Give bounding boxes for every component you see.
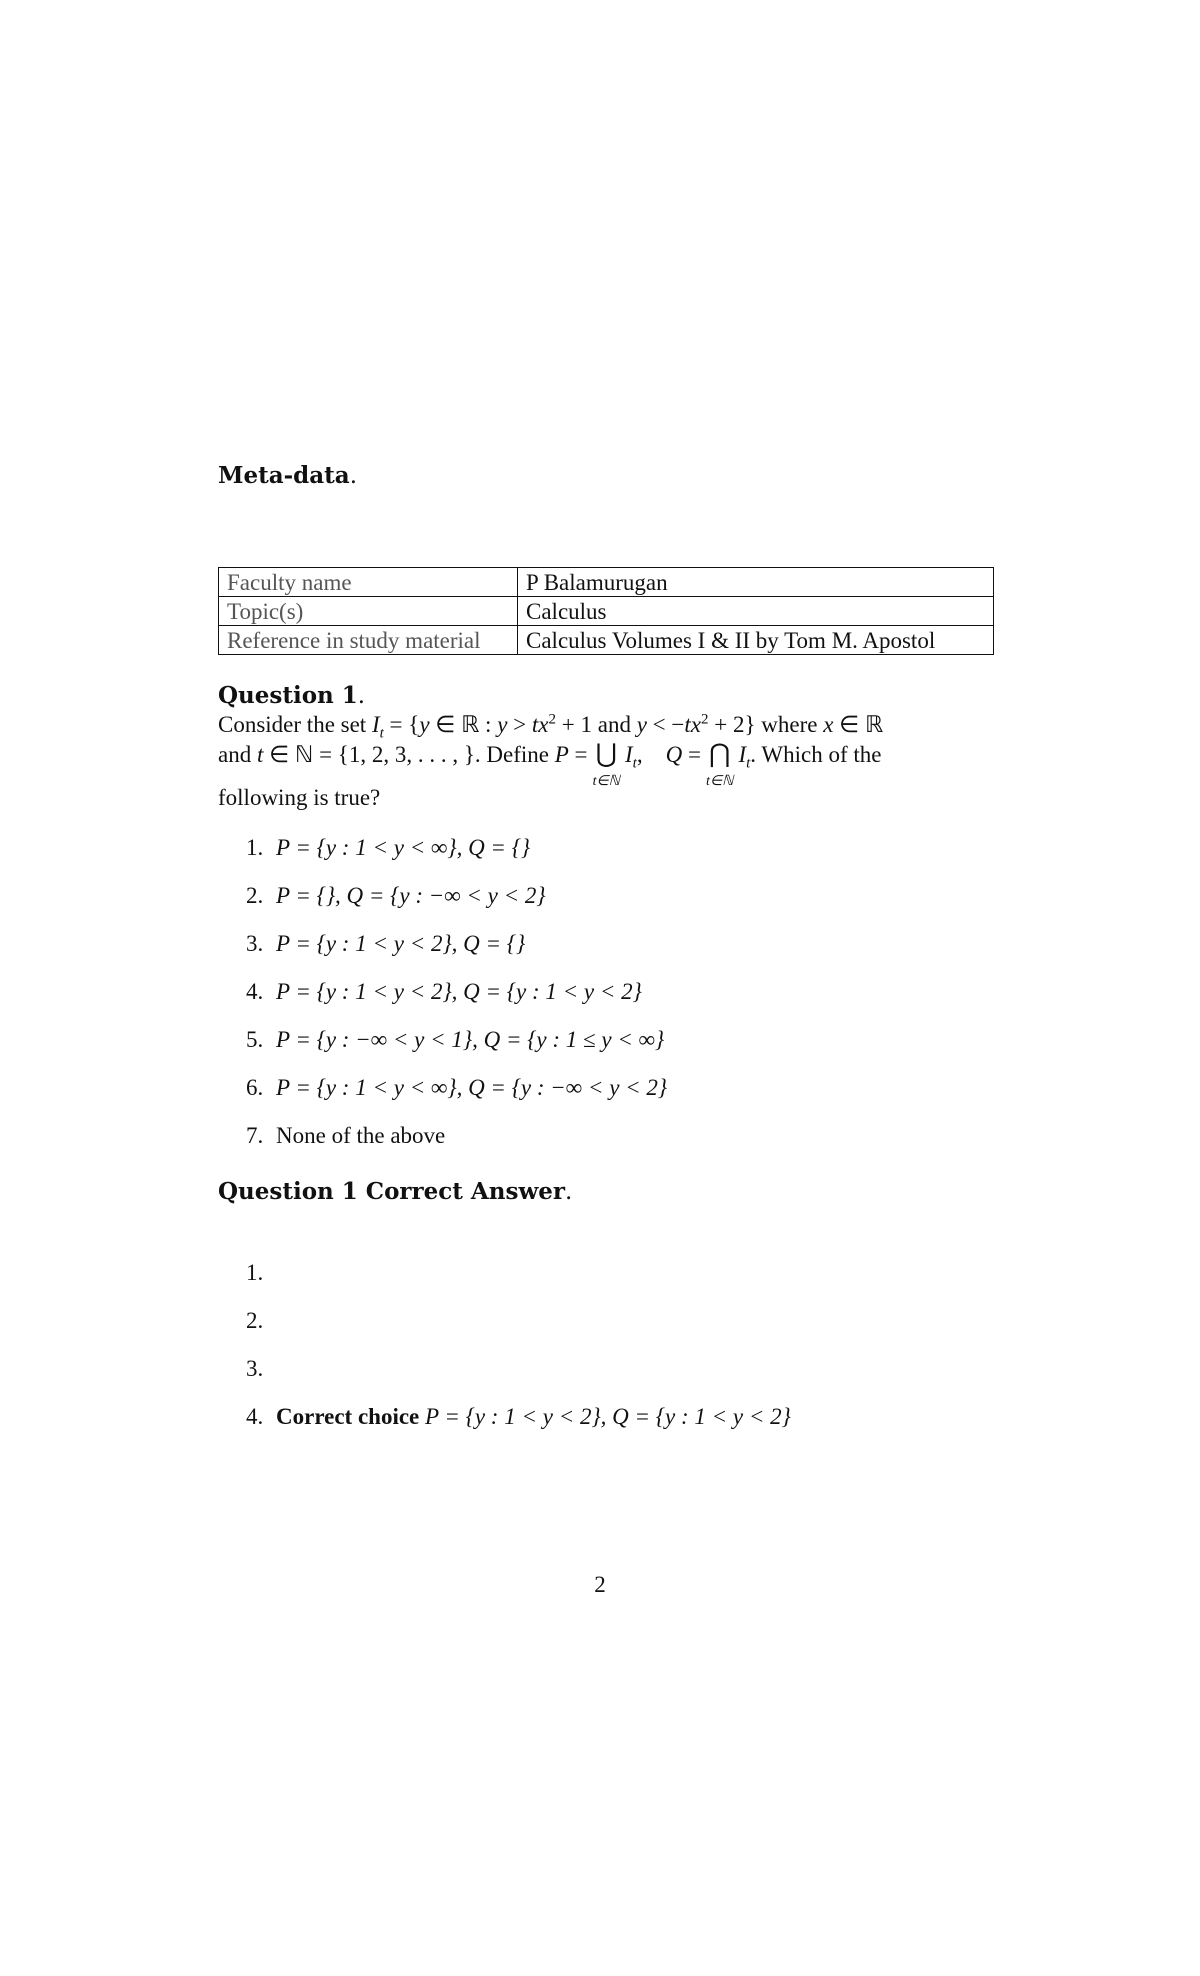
- list-item: 3.: [246, 1356, 264, 1381]
- correct-answer-item: 4. Correct choice P = {y : 1 < y < 2}, Q = {y : 1 < y < 2}: [246, 1404, 791, 1429]
- table-cell-key: Topic(s): [219, 597, 518, 626]
- table-row: [219, 568, 994, 597]
- list-item: 2. P = {}, Q = {y : −∞ < y < 2}: [246, 883, 546, 908]
- page-number: 2: [594, 1572, 606, 1597]
- table-row: [219, 626, 994, 655]
- question-text: and: [218, 742, 257, 767]
- table-cell-value: Calculus Volumes I & II by Tom M. Apostol: [518, 626, 994, 655]
- meta-data-heading: Meta-data.: [218, 462, 357, 489]
- intersection-symbol: ⋂ t∈ℕ: [706, 739, 734, 789]
- question-heading: Question 1.: [218, 682, 366, 709]
- list-item: 7. None of the above: [246, 1123, 446, 1148]
- question-text: Consider the set: [218, 712, 367, 737]
- correct-choice-label: Correct choice: [276, 1404, 420, 1429]
- correct-choice-value: P = {y : 1 < y < 2}, Q = {y : 1 < y < 2}: [425, 1404, 791, 1429]
- table-cell-value: Calculus: [518, 597, 994, 626]
- answer-heading: Question 1 Correct Answer.: [218, 1178, 573, 1205]
- table-cell-key: Faculty name: [219, 568, 518, 597]
- question-text: . Define: [474, 742, 555, 767]
- table-cell-key: Reference in study material: [219, 626, 518, 655]
- list-item: 1. P = {y : 1 < y < ∞}, Q = {}: [246, 835, 531, 860]
- list-item: 3. P = {y : 1 < y < 2}, Q = {}: [246, 931, 526, 956]
- table-row: [219, 597, 994, 626]
- list-item: 2.: [246, 1308, 264, 1333]
- list-item: 6. P = {y : 1 < y < ∞}, Q = {y : −∞ < y < 2}: [246, 1075, 668, 1100]
- union-symbol: ⋃ t∈ℕ: [592, 739, 620, 789]
- meta-data-table: [218, 567, 994, 655]
- list-item: 1.: [246, 1260, 264, 1285]
- question-text: where: [755, 712, 824, 737]
- question-text: . Which of the: [750, 742, 882, 767]
- question-text: and: [591, 712, 637, 737]
- question-line-3: following is true?: [218, 785, 381, 810]
- question-line-2: and t ∈ ℕ = {1, 2, 3, . . . , }. Define P = ⋃ t∈ℕ $I_t$, Q = ⋂ t∈ℕ $I_t$. Which of the: [218, 739, 882, 789]
- table-cell-value: P Balamurugan: [518, 568, 994, 597]
- list-item: 5. P = {y : −∞ < y < 1}, Q = {y : 1 ≤ y < ∞}: [246, 1027, 665, 1052]
- question-line-1: Consider the set $I_t = \{y$ ∈ ℝ : $y > tx^2 + 1$ and $y < -tx^2 + 2$} where x ∈ ℝ: [218, 711, 884, 742]
- list-item: 4. P = {y : 1 < y < 2}, Q = {y : 1 < y < 2}: [246, 979, 642, 1004]
